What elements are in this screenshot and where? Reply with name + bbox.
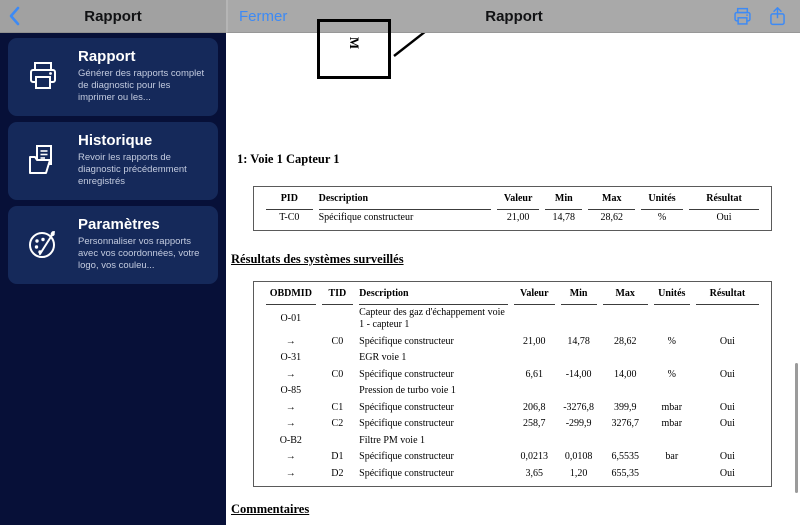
cell-min: 0,0108 [564,451,593,462]
print-icon[interactable] [732,6,753,27]
cell-min: 14,78 [552,211,576,223]
cell-desc: EGR voie 1 [359,352,407,363]
cell-unites [654,384,690,401]
cell-desc: Pression de turbo voie 1 [359,385,456,396]
close-button[interactable]: Fermer [239,7,288,25]
sidebar-navbar-title: Rapport [84,7,142,25]
cell-tid: C0 [331,335,344,347]
sidebar-item-subtitle: Générer des rapports complet de diagnostic pour les imprimer ou les... [78,68,205,103]
cell-obdmid: O-B2 [279,434,302,446]
motor-arrow-line [388,33,430,57]
cell-unites [654,305,690,334]
cell-desc: Spécifique constructeur [359,451,454,462]
sidebar-item-title: Paramètres [78,216,160,233]
cell-min [561,351,597,368]
table-row [266,210,759,227]
cell-resultat: Oui [719,467,735,479]
cell-min [561,305,597,334]
cell-tid [322,433,354,450]
sidebar-item-parametres[interactable] [8,206,218,284]
cell-max: 3276,7 [611,418,639,429]
cell-valeur [514,351,555,368]
column-header-pid: PID [266,188,313,210]
motor-symbol [317,19,391,79]
sidebar-item-title: Rapport [78,48,136,65]
cell-desc: Spécifique constructeur [359,418,454,429]
table-row [266,433,759,450]
cell-unites: % [657,211,667,223]
cell-obdmid: → [285,335,296,347]
cell-resultat: Oui [719,368,735,380]
cell-tid: D2 [331,467,344,479]
cell-min [561,433,597,450]
cell-obdmid: → [285,418,296,429]
cell-min [561,384,597,401]
cell-unites [654,433,690,450]
column-header-resultat: Résultat [696,283,759,305]
table-row [266,466,759,483]
palette-icon [26,227,66,261]
table-row [266,305,759,334]
cell-unites [654,466,690,483]
motor-label: M [347,36,363,50]
cell-min: 1,20 [569,467,588,479]
sidebar-item-subtitle: Personnaliser vos rapports avec vos coordonnées, votre logo, vos couleu... [78,236,200,271]
cell-valeur: 3,65 [525,467,544,479]
column-header-min: Min [561,283,597,305]
cell-resultat: Oui [716,211,732,223]
report-page [226,33,800,525]
cell-min: -14,00 [565,368,592,380]
cell-desc: Spécifique constructeur [359,335,454,347]
table-row [266,417,759,434]
cell-max: 399,9 [613,401,637,413]
cell-valeur: 258,7 [523,418,546,429]
cell-tid [322,305,354,334]
cell-min: -3276,8 [563,401,595,413]
cell-unites [654,351,690,368]
cell-max: 14,00 [613,368,637,380]
sidebar-navbar [0,0,226,33]
cell-obdmid: → [285,368,296,380]
cell-resultat [696,351,759,368]
column-header-unites: Unités [641,188,683,210]
cell-unites: mbar [661,401,683,413]
back-button[interactable] [8,6,21,26]
cell-valeur [514,305,555,334]
cell-min: 14,78 [567,335,590,347]
column-header-desc: Description [359,283,508,305]
cell-valeur: 21,00 [523,335,546,347]
cell-obdmid: → [285,401,296,413]
cell-obdmid: O-31 [280,352,302,363]
sidebar-item-historique[interactable] [8,122,218,200]
cell-max: 28,62 [613,335,637,347]
table-row [266,450,759,467]
printer-icon [26,59,66,93]
cell-tid: C1 [331,401,344,413]
sidebar [0,33,226,525]
cell-desc: Filtre PM voie 1 [359,434,426,446]
cell-valeur [514,433,555,450]
cell-resultat [696,305,759,334]
sidebar-item-rapport[interactable] [8,38,218,116]
cell-obdmid: → [285,467,296,479]
table-row [266,334,759,351]
cell-resultat: Oui [719,451,735,462]
cell-desc: Spécifique constructeur [359,467,454,479]
column-header-min: Min [545,188,582,210]
table-row [266,384,759,401]
column-header-resultat: Résultat [689,188,759,210]
cell-max [603,351,648,368]
navbar-actions [732,0,788,33]
section-title-commentaires: Commentaires [231,502,310,516]
column-header-valeur: Valeur [497,188,539,210]
cell-max: 28,62 [600,211,623,223]
cell-valeur: 6,61 [525,368,544,380]
modal-navbar-title: Rapport [485,7,543,25]
cell-min: -299,9 [565,418,592,429]
history-folder-icon [26,143,66,177]
column-header-tid: TID [322,283,354,305]
column-header-unites: Unités [654,283,690,305]
sidebar-item-title: Historique [78,132,153,149]
cell-resultat [696,384,759,401]
section-title-systemes-surveilles: Résultats des systèmes surveillés [231,252,404,266]
cell-obdmid: → [285,451,296,462]
column-header-desc: Description [319,188,492,210]
column-header-max: Max [588,188,635,210]
monitored-systems-table [253,281,772,487]
cell-unites: mbar [661,418,683,429]
cell-obdmid: O-85 [280,385,302,396]
column-header-valeur: Valeur [514,283,555,305]
cell-pid: T-C0 [279,211,300,223]
column-header-obdmid: OBDMID [266,283,316,305]
cell-unites: % [667,335,676,347]
cell-tid: C2 [331,418,344,429]
cell-valeur [514,384,555,401]
column-header-max: Max [603,283,648,305]
table-row [266,400,759,417]
cell-resultat: Oui [719,401,735,413]
table-row [266,351,759,368]
section-title-voie1: 1: Voie 1 Capteur 1 [237,152,340,166]
cell-obdmid: O-01 [280,312,302,324]
scrollbar-thumb[interactable] [795,363,798,493]
cell-tid: D1 [331,451,344,462]
modal-navbar [226,0,800,33]
cell-desc: Spécifique constructeur [359,368,454,380]
cell-desc: Spécifique constructeur [318,211,414,223]
cell-resultat: Oui [719,418,735,429]
cell-max [603,433,648,450]
share-icon[interactable] [767,6,788,27]
cell-valeur: 206,8 [523,401,546,413]
cell-unites: % [667,368,676,380]
cell-max [603,384,648,401]
sidebar-item-subtitle: Revoir les rapports de diagnostic précédemment enregistrés [78,152,187,187]
cell-unites: bar [665,451,679,462]
table-row [266,367,759,384]
pid-table [253,186,772,231]
cell-tid [322,384,354,401]
chevron-left-icon [8,6,21,26]
cell-tid: C0 [331,368,344,380]
cell-max: 6,5535 [611,451,639,462]
cell-resultat [696,433,759,450]
cell-valeur: 0,0213 [520,451,549,462]
cell-desc: Spécifique constructeur [359,401,454,413]
cell-valeur: 21,00 [506,211,530,223]
cell-max: 655,35 [611,467,639,479]
cell-max [603,305,648,334]
cell-desc: Capteur des gaz d'échappement voie 1 - capteur 1 [359,306,505,330]
cell-tid [322,351,354,368]
cell-resultat: Oui [719,335,735,347]
